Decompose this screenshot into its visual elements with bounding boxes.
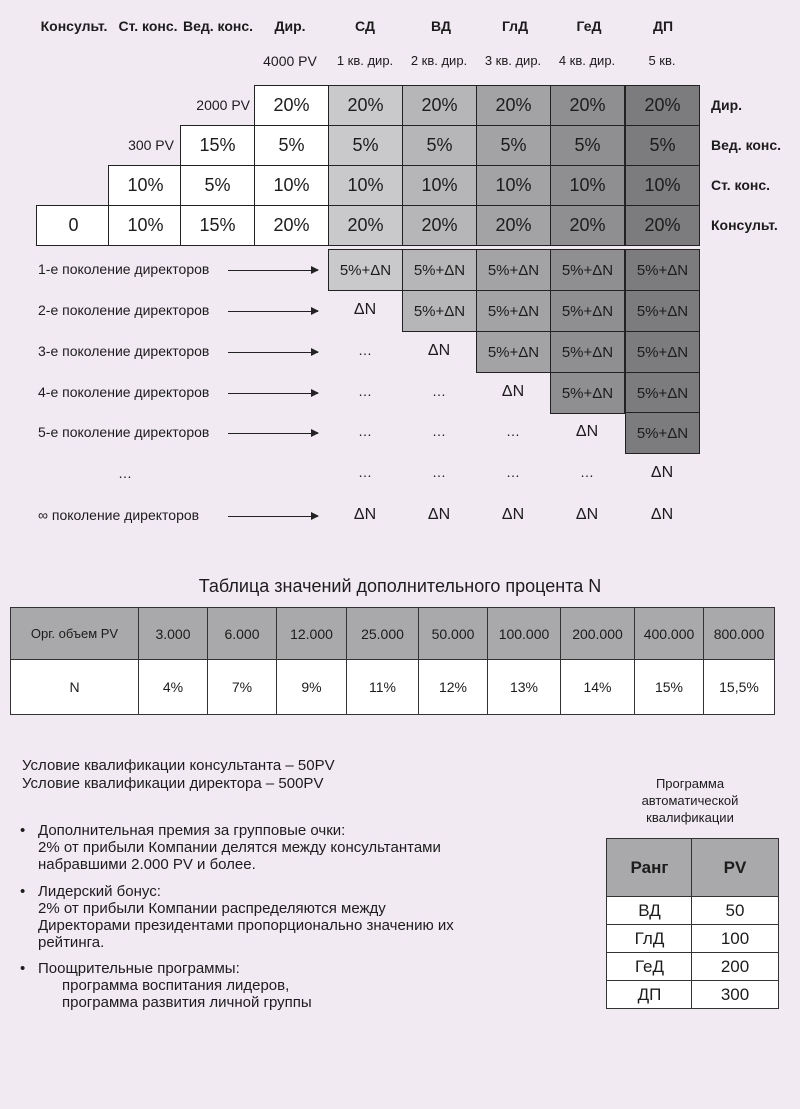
n-table-title: Таблица значений дополнительного процента N — [198, 576, 602, 596]
generation-arrow-2 — [228, 352, 318, 353]
column-header-0: Консульт. — [40, 18, 108, 34]
column-sub-8: 5 кв. — [648, 53, 676, 68]
matrix-cell: 20% — [402, 85, 477, 126]
matrix-cell: 20% — [254, 205, 329, 246]
generation-arrow-3 — [228, 393, 318, 394]
matrix-cell: 20% — [476, 205, 551, 246]
n-table-volume: 400.000 — [634, 607, 704, 660]
matrix-cell: 20% — [476, 85, 551, 126]
generation-cell: 5%+ΔN — [550, 331, 625, 373]
auto-program-cell: 100 — [691, 924, 779, 953]
bullet-dot: • — [20, 960, 26, 977]
bullet-title-2: Поощрительные программы: — [38, 960, 240, 977]
threshold-300: 300 PV — [128, 137, 174, 153]
n-table-volume: 12.000 — [276, 607, 347, 660]
matrix-cell: 10% — [476, 165, 551, 206]
matrix-cell: 20% — [550, 85, 625, 126]
auto-program-header-pv: PV — [691, 838, 779, 897]
bullet-line: Директорами президентами пропорционально значению их — [38, 917, 454, 934]
generation-value: … — [358, 342, 372, 358]
generation-value: … — [358, 423, 372, 439]
threshold-2000: 2000 PV — [196, 97, 250, 113]
n-table-value: 7% — [207, 659, 277, 715]
generation-cell: 5%+ΔN — [476, 290, 551, 332]
generation-value: ΔN — [575, 423, 599, 440]
auto-program-header-rank: Ранг — [606, 838, 693, 897]
generation-cell: 5%+ΔN — [625, 412, 700, 454]
generation-cell: 5%+ΔN — [625, 372, 700, 414]
n-table-value: 9% — [276, 659, 347, 715]
n-table-volume: 800.000 — [703, 607, 775, 660]
matrix-cell: 20% — [254, 85, 329, 126]
column-header-3: Дир. — [274, 18, 306, 34]
column-header-5: ВД — [431, 18, 451, 34]
generation-value: … — [432, 464, 446, 480]
generation-cell: 5%+ΔN — [402, 290, 477, 332]
matrix-cell: 0 — [36, 205, 111, 246]
generation-value: … — [580, 464, 594, 480]
generation-cell: 5%+ΔN — [550, 372, 625, 414]
generation-value: ΔN — [427, 506, 451, 523]
qualification-condition-0: Условие квалификации консультанта – 50PV — [22, 757, 335, 774]
bullet-title-1: Лидерский бонус: — [38, 883, 161, 900]
matrix-cell: 5% — [625, 125, 700, 166]
auto-program-cell: 200 — [691, 952, 779, 981]
auto-program-cell: 300 — [691, 980, 779, 1009]
n-table-value: 14% — [560, 659, 635, 715]
matrix-cell: 10% — [328, 165, 403, 206]
matrix-cell: 20% — [625, 85, 700, 126]
matrix-cell: 10% — [254, 165, 329, 206]
generation-cell: 5%+ΔN — [625, 290, 700, 332]
n-table-row-label: N — [10, 659, 139, 715]
auto-program-cell: ГлД — [606, 924, 693, 953]
bullet-line: 2% от прибыли Компании распределяются между — [38, 900, 386, 917]
n-table-volume: 50.000 — [418, 607, 488, 660]
generation-value: ΔN — [353, 301, 377, 318]
generation-cell: 5%+ΔN — [476, 331, 551, 373]
bullet-dot: • — [20, 883, 26, 900]
bullet-line: 2% от прибыли Компании делятся между консультантами — [38, 839, 441, 856]
matrix-cell: 20% — [550, 205, 625, 246]
generation-value: … — [358, 464, 372, 480]
generation-arrow-4 — [228, 433, 318, 434]
matrix-cell: 5% — [254, 125, 329, 166]
n-table-volume: 100.000 — [487, 607, 561, 660]
auto-program-title-1: автоматической — [641, 793, 739, 808]
row-label-3: Консульт. — [711, 217, 778, 233]
auto-program-title-0: Программа — [655, 776, 725, 791]
row-label-0: Дир. — [711, 97, 743, 113]
matrix-cell: 20% — [402, 205, 477, 246]
generation-arrow-1 — [228, 311, 318, 312]
bullet-title-0: Дополнительная премия за групповые очки: — [38, 822, 346, 839]
column-header-8: ДП — [652, 18, 674, 34]
generation-cell: 5%+ΔN — [402, 249, 477, 291]
n-table-volume: 6.000 — [207, 607, 277, 660]
auto-program-title-2: квалификации — [646, 810, 734, 825]
generation-label-6: ∞ поколение директоров — [38, 507, 200, 523]
n-table-header-label: Орг. объем PV — [10, 607, 139, 660]
matrix-cell: 10% — [550, 165, 625, 206]
generation-cell: 5%+ΔN — [476, 249, 551, 291]
generation-cell: 5%+ΔN — [625, 331, 700, 373]
threshold-dir-4000: 4000 PV — [263, 53, 317, 69]
generation-value: ΔN — [427, 342, 451, 359]
n-table-volume: 200.000 — [560, 607, 635, 660]
n-table-volume: 25.000 — [346, 607, 419, 660]
matrix-cell: 5% — [180, 165, 255, 206]
generation-value: ΔN — [501, 506, 525, 523]
n-table-value: 15% — [634, 659, 704, 715]
column-header-4: СД — [355, 18, 375, 34]
generation-label-1: 2-е поколение директоров — [38, 302, 210, 318]
n-table-value: 13% — [487, 659, 561, 715]
generation-value: … — [506, 423, 520, 439]
generation-value: … — [432, 383, 446, 399]
generation-value: … — [358, 383, 372, 399]
generation-label-0: 1-е поколение директоров — [38, 261, 210, 277]
bullet-line: программа воспитания лидеров, — [62, 977, 290, 994]
matrix-cell: 15% — [180, 125, 255, 166]
column-header-1: Ст. конс. — [118, 18, 178, 34]
matrix-cell: 20% — [625, 205, 700, 246]
auto-program-cell: ДП — [606, 980, 693, 1009]
matrix-cell: 5% — [328, 125, 403, 166]
matrix-cell: 5% — [550, 125, 625, 166]
row-label-2: Ст. конс. — [711, 177, 771, 193]
generation-cell: 5%+ΔN — [550, 290, 625, 332]
matrix-cell: 15% — [180, 205, 255, 246]
generation-value: ΔN — [650, 464, 674, 481]
generation-label-2: 3-е поколение директоров — [38, 343, 210, 359]
generation-arrow-0 — [228, 270, 318, 271]
generation-value: ΔN — [650, 506, 674, 523]
generation-cell: 5%+ΔN — [328, 249, 403, 291]
generation-value: … — [432, 423, 446, 439]
matrix-cell: 10% — [108, 165, 183, 206]
generation-cell: 5%+ΔN — [550, 249, 625, 291]
matrix-cell: 5% — [402, 125, 477, 166]
auto-program-cell: ГеД — [606, 952, 693, 981]
n-table-volume: 3.000 — [138, 607, 208, 660]
matrix-cell: 20% — [328, 85, 403, 126]
column-sub-7: 4 кв. дир. — [558, 53, 616, 68]
matrix-cell: 10% — [108, 205, 183, 246]
bullet-line: набравшими 2.000 PV и более. — [38, 856, 256, 873]
bullet-dot: • — [20, 822, 26, 839]
generation-label-4: 5-е поколение директоров — [38, 424, 210, 440]
matrix-cell: 5% — [476, 125, 551, 166]
matrix-cell: 10% — [625, 165, 700, 206]
bullet-line: программа развития личной группы — [62, 994, 312, 1011]
matrix-cell: 20% — [328, 205, 403, 246]
generation-value: ΔN — [501, 383, 525, 400]
n-table-value: 4% — [138, 659, 208, 715]
row-label-1: Вед. конс. — [711, 137, 782, 153]
bullet-line: рейтинга. — [38, 934, 105, 951]
generation-label-3: 4-е поколение директоров — [38, 384, 210, 400]
n-table-value: 11% — [346, 659, 419, 715]
generation-value: ΔN — [353, 506, 377, 523]
column-sub-5: 2 кв. дир. — [410, 53, 468, 68]
auto-program-cell: ВД — [606, 896, 693, 925]
n-table-value: 12% — [418, 659, 488, 715]
generation-arrow-6 — [228, 516, 318, 517]
generation-value: … — [506, 464, 520, 480]
qualification-condition-1: Условие квалификации директора – 500PV — [22, 775, 324, 792]
column-header-7: ГеД — [576, 18, 602, 34]
column-sub-4: 1 кв. дир. — [336, 53, 394, 68]
column-sub-6: 3 кв. дир. — [484, 53, 542, 68]
matrix-cell: 10% — [402, 165, 477, 206]
column-header-6: ГлД — [501, 18, 529, 34]
n-table-value: 15,5% — [703, 659, 775, 715]
generation-label-5: … — [118, 465, 132, 481]
auto-program-cell: 50 — [691, 896, 779, 925]
generation-cell: 5%+ΔN — [625, 249, 700, 291]
generation-value: ΔN — [575, 506, 599, 523]
column-header-2: Вед. конс. — [182, 18, 254, 34]
